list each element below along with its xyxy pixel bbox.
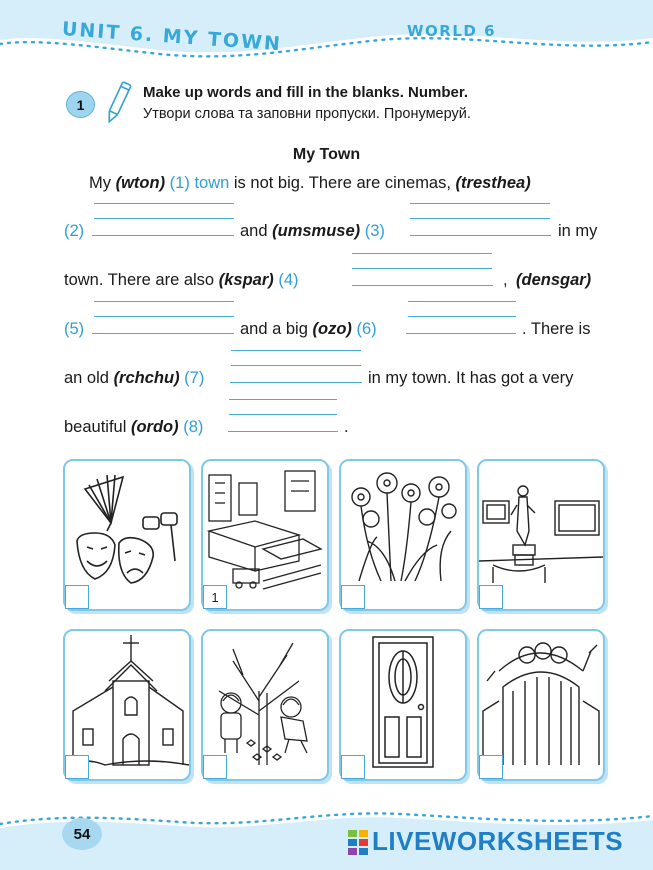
guide-line [231,350,361,352]
number-box[interactable] [203,755,227,779]
story-title: My Town [292,146,361,163]
picture-card-town [201,459,329,611]
guide-line [408,301,516,303]
picture-card-zoo [477,629,605,781]
picture-card-museum [477,459,605,611]
scrambled-word: (umsmuse) [272,222,361,240]
pencil-icon [104,78,134,126]
number-box[interactable]: 1 [203,585,227,609]
answer-blank-8[interactable] [228,431,338,433]
blank-number: (7) [184,369,205,387]
text: . There is [522,320,591,338]
text: in my town. It has got a very [368,369,574,387]
guide-line [352,253,492,255]
blank-number-2: (2) [64,222,85,240]
text: and a big [240,320,308,338]
scrambled-word: (ozo) [312,320,352,338]
story-line-6 [64,418,203,437]
exercise-number: 1 [66,91,95,118]
picture-card-garden [339,459,467,611]
text: is not big. There are cinemas, [233,174,451,192]
guide-line [231,365,361,367]
text: . [344,418,349,436]
scrambled-word: (rchchu) [113,369,180,387]
text: town. There are also [64,271,215,289]
answer-blank-7[interactable] [230,382,362,384]
page-number: 54 [62,818,102,850]
number-box[interactable] [65,755,89,779]
guide-line [94,316,234,318]
picture-card-door [339,629,467,781]
answer-blank-2[interactable] [92,235,234,237]
text: in my [558,222,598,240]
blank-number: (8) [183,418,204,436]
text: an old [64,369,109,387]
number-box[interactable] [65,585,89,609]
scrambled-word: (wton) [115,174,166,192]
text: , [503,271,508,289]
answer-blank-4[interactable] [352,285,493,287]
answer-blank-6[interactable] [406,333,516,335]
guide-line [408,316,516,318]
number-box[interactable] [479,755,503,779]
scrambled-word: (densgar) [516,271,592,289]
guide-line [94,203,234,205]
story-line-1 [89,174,531,193]
story-line-2 [240,222,385,241]
number-box[interactable] [479,585,503,609]
blank-number-5: (5) [64,320,85,338]
picture-card-park [201,629,329,781]
instruction-ukrainian: Утвори слова та заповни пропуски. Пронумеруй. [143,106,471,122]
guide-line [410,218,550,220]
picture-card-church [63,629,191,781]
answer-blank-5[interactable] [92,333,234,335]
text: My [89,174,111,192]
guide-line [229,414,337,416]
guide-line [94,301,234,303]
blank-number: (3) [364,222,385,240]
guide-line [94,218,234,220]
book-title: WORLD 6 [407,22,497,40]
guide-line [229,399,337,401]
number-box[interactable] [341,755,365,779]
instruction-english: Make up words and fill in the blanks. Number. [143,84,469,101]
blank-number: (4) [278,271,299,289]
filled-answer: town [194,174,230,192]
picture-card-theatre [63,459,191,611]
scrambled-word: (tresthea) [455,174,531,192]
guide-line [352,268,492,270]
text: and [240,222,268,240]
story-line-3 [64,271,299,290]
number-box[interactable] [341,585,365,609]
liveworksheets-logo-icon [346,828,370,856]
text: beautiful [64,418,127,436]
blank-number: (1) [169,174,190,192]
liveworksheets-watermark[interactable]: LIVEWORKSHEETS [372,826,624,856]
guide-line [410,203,550,205]
blank-number: (6) [356,320,377,338]
scrambled-word: (ordo) [130,418,179,436]
story-line-5 [64,369,204,388]
story-line-4 [240,320,377,339]
answer-blank-3[interactable] [410,235,551,237]
scrambled-word: (kspar) [218,271,274,289]
unit-title: UNIT 6. MY TOWN [61,18,283,56]
